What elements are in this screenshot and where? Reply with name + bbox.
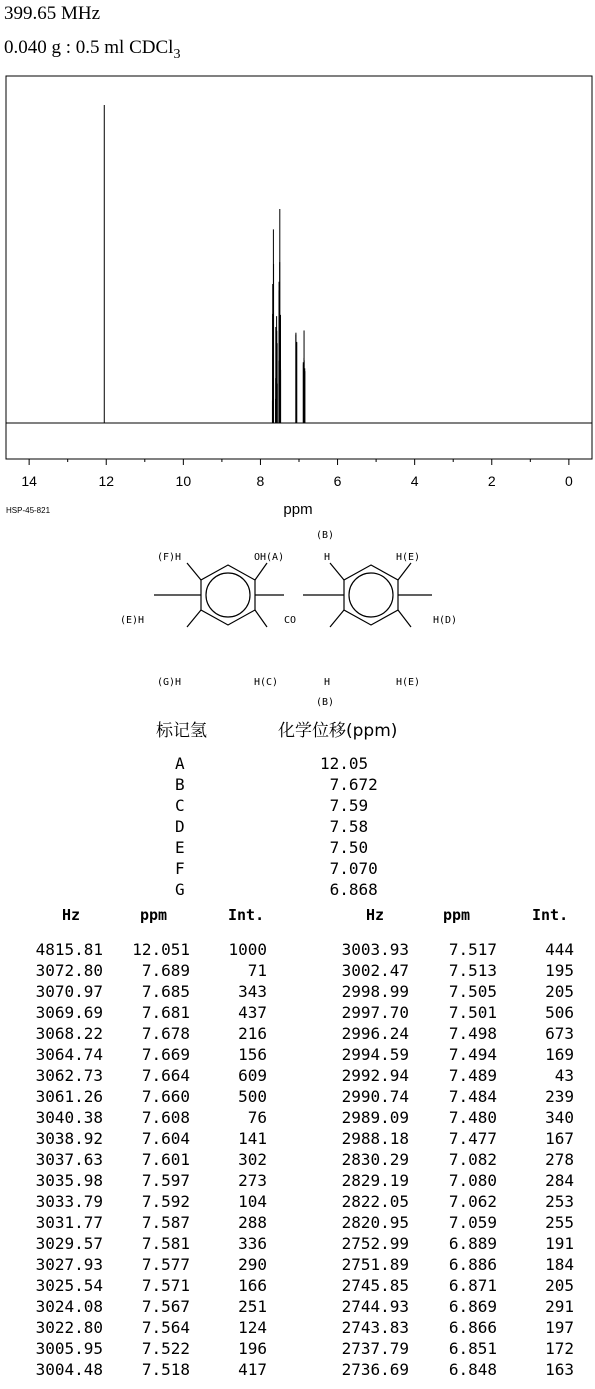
peak-hz-cell: 2989.09 — [341, 1108, 409, 1127]
right-header-int: Int. — [532, 906, 569, 924]
peak-hz-cell: 3025.54 — [35, 1276, 103, 1295]
label-co: CO — [284, 615, 297, 626]
peak-hz-cell: 3038.92 — [35, 1129, 103, 1148]
x-tick-label-12: 12 — [98, 473, 115, 489]
left-benzene-ring — [201, 565, 255, 625]
peak-int-cell: 172 — [545, 1339, 574, 1358]
peak-hz-cell: 2820.95 — [341, 1213, 409, 1232]
peak-int-cell: 673 — [545, 1024, 574, 1043]
label-h-e-bottom: H(E) — [396, 677, 421, 688]
peak-int-cell: 340 — [545, 1108, 574, 1127]
x-axis-ticks — [21, 459, 573, 489]
peak-ppm-cell: 7.669 — [141, 1045, 190, 1064]
peak-ppm-cell: 7.577 — [141, 1255, 190, 1274]
peak-table-row — [0, 1213, 595, 1234]
plot-frame — [6, 76, 592, 459]
peak-table-row — [0, 1360, 595, 1381]
peak-ppm-cell: 6.851 — [448, 1339, 497, 1358]
peak-int-cell: 71 — [247, 961, 267, 980]
peak-ppm-cell: 7.685 — [141, 982, 190, 1001]
peak-table-row — [0, 1108, 595, 1129]
peak-ppm-cell: 6.871 — [448, 1276, 497, 1295]
peak-int-cell: 163 — [545, 1360, 574, 1379]
peak-int-cell: 184 — [545, 1255, 574, 1274]
assignment-row — [0, 754, 369, 775]
peak-int-cell: 253 — [545, 1192, 574, 1211]
peak-table-row — [0, 1255, 595, 1276]
assignment-label: G — [175, 880, 185, 899]
peak-int-cell: 284 — [545, 1171, 574, 1190]
peak-int-cell: 609 — [238, 1066, 267, 1085]
peak-ppm-cell: 7.592 — [141, 1192, 190, 1211]
peak-ppm-cell: 7.664 — [141, 1066, 190, 1085]
peak-hz-cell: 2998.99 — [341, 982, 409, 1001]
peak-table-row — [0, 1297, 595, 1318]
label-h-b-bottom: H — [324, 677, 331, 688]
assignment-shift: 7.59 — [320, 796, 369, 815]
label-e-h: (E)H — [120, 615, 145, 626]
peak-hz-cell: 3002.47 — [341, 961, 409, 980]
peak-int-cell: 104 — [238, 1192, 267, 1211]
label-g-h: (G)H — [157, 677, 182, 688]
peak-hz-cell: 2745.85 — [341, 1276, 409, 1295]
peak-hz-cell: 3037.63 — [35, 1150, 103, 1169]
peak-hz-cell: 3069.69 — [35, 1003, 103, 1022]
peak-hz-cell: 3072.80 — [35, 961, 103, 980]
peak-ppm-cell: 7.601 — [141, 1150, 190, 1169]
x-tick-label-8: 8 — [256, 473, 265, 489]
left-header-ppm: ppm — [140, 906, 168, 924]
x-tick-label-4: 4 — [410, 473, 419, 489]
peak-int-cell: 216 — [238, 1024, 267, 1043]
peak-table-row — [0, 1066, 595, 1087]
assignment-label: D — [175, 817, 185, 836]
peak-ppm-cell: 7.678 — [141, 1024, 190, 1043]
peak-ppm-cell: 7.689 — [141, 961, 190, 980]
sample-subscript: 3 — [173, 46, 181, 62]
peak-int-cell: 506 — [545, 1003, 574, 1022]
peak-ppm-cell: 7.498 — [448, 1024, 497, 1043]
label-b-bottom: (B) — [316, 697, 335, 708]
peak-int-cell: 302 — [238, 1150, 267, 1169]
peak-int-cell: 76 — [247, 1108, 267, 1127]
peak-hz-cell: 3040.38 — [35, 1108, 103, 1127]
peak-ppm-cell: 12.051 — [132, 940, 190, 959]
left-header-hz: Hz — [62, 906, 81, 924]
peak-int-cell: 437 — [238, 1003, 267, 1022]
assignment-shift: 7.070 — [320, 859, 378, 878]
peak-table-row — [0, 1024, 595, 1045]
peak-table-row — [0, 1234, 595, 1255]
peak-int-cell: 500 — [238, 1087, 267, 1106]
peak-hz-cell: 2829.19 — [341, 1171, 409, 1190]
right-header-hz: Hz — [366, 906, 385, 924]
peak-ppm-cell: 7.062 — [448, 1192, 497, 1211]
peak-ppm-cell: 7.608 — [141, 1108, 190, 1127]
peak-ppm-cell: 7.477 — [448, 1129, 497, 1148]
sample-description — [4, 37, 180, 66]
x-tick-label-6: 6 — [333, 473, 342, 489]
x-tick-label-0: 0 — [564, 473, 573, 489]
peak-int-cell: 167 — [545, 1129, 574, 1148]
peak-ppm-cell: 7.564 — [141, 1318, 190, 1337]
label-h-d: H(D) — [433, 615, 458, 626]
peak-hz-cell: 3035.98 — [35, 1171, 103, 1190]
peak-ppm-cell: 7.505 — [448, 982, 497, 1001]
assignment-row — [0, 859, 378, 880]
label-b-top: (B) — [316, 530, 335, 541]
assignment-row — [0, 838, 369, 859]
peak-int-cell: 205 — [545, 1276, 574, 1295]
assignment-label: C — [175, 796, 185, 815]
peak-ppm-cell: 6.866 — [448, 1318, 497, 1337]
peak-hz-cell: 3022.80 — [35, 1318, 103, 1337]
peak-ppm-cell: 7.587 — [141, 1213, 190, 1232]
nmr-spectrum-chart — [0, 70, 595, 520]
x-axis-label: ppm — [283, 501, 313, 518]
assignment-shift: 7.50 — [320, 838, 369, 857]
peak-hz-cell: 2751.89 — [341, 1255, 409, 1274]
peak-hz-cell: 3005.95 — [35, 1339, 103, 1358]
peak-int-cell: 141 — [238, 1129, 267, 1148]
peak-ppm-cell: 7.517 — [448, 940, 497, 959]
peak-table-row — [0, 1276, 595, 1297]
peak-ppm-cell: 7.518 — [141, 1360, 190, 1379]
peak-ppm-cell: 7.571 — [141, 1276, 190, 1295]
assignment-label: A — [175, 754, 185, 773]
peak-hz-cell: 4815.81 — [35, 940, 103, 959]
peak-ppm-cell: 7.681 — [141, 1003, 190, 1022]
peak-table-row — [0, 1045, 595, 1066]
peak-ppm-cell: 7.489 — [448, 1066, 497, 1085]
peak-int-cell: 156 — [238, 1045, 267, 1064]
x-tick-label-10: 10 — [175, 473, 192, 489]
peak-ppm-cell: 7.513 — [448, 961, 497, 980]
peak-int-cell: 444 — [545, 940, 574, 959]
peak-hz-cell: 2994.59 — [341, 1045, 409, 1064]
peak-hz-cell: 2997.70 — [341, 1003, 409, 1022]
peak-int-cell: 251 — [238, 1297, 267, 1316]
peak-hz-cell: 2737.79 — [341, 1339, 409, 1358]
peak-table-row — [0, 1171, 595, 1192]
peak-ppm-cell: 7.567 — [141, 1297, 190, 1316]
peak-ppm-cell: 7.660 — [141, 1087, 190, 1106]
peak-ppm-cell: 6.889 — [448, 1234, 497, 1253]
peak-int-cell: 278 — [545, 1150, 574, 1169]
spectrometer-frequency: 399.65 MHz — [4, 3, 101, 24]
peak-hz-cell: 2822.05 — [341, 1192, 409, 1211]
peak-ppm-cell: 7.480 — [448, 1108, 497, 1127]
peak-int-cell: 43 — [554, 1066, 574, 1085]
peak-hz-cell: 3004.48 — [35, 1360, 103, 1379]
peak-table-row — [0, 1150, 595, 1171]
peak-hz-cell: 3029.57 — [35, 1234, 103, 1253]
peak-int-cell: 196 — [238, 1339, 267, 1358]
assignment-shift: 7.58 — [320, 817, 369, 836]
peak-hz-cell: 3003.93 — [341, 940, 409, 959]
assignment-row — [0, 796, 369, 817]
label-h-c: H(C) — [254, 677, 279, 688]
hsp-code: HSP-45-821 — [6, 506, 51, 515]
peak-int-cell: 273 — [238, 1171, 267, 1190]
x-tick-label-14: 14 — [21, 473, 37, 489]
peak-table-row — [0, 982, 595, 1003]
peak-int-cell: 124 — [238, 1318, 267, 1337]
peak-int-cell: 169 — [545, 1045, 574, 1064]
assignment-row — [0, 880, 378, 901]
assignment-row — [0, 817, 369, 838]
peak-hz-cell: 3031.77 — [35, 1213, 103, 1232]
peak-int-cell: 291 — [545, 1297, 574, 1316]
peak-hz-cell: 3027.93 — [35, 1255, 103, 1274]
peak-table-row — [0, 1318, 595, 1339]
peak-hz-cell: 2996.24 — [341, 1024, 409, 1043]
peak-hz-cell: 2743.83 — [341, 1318, 409, 1337]
peak-hz-cell: 2992.94 — [341, 1066, 409, 1085]
peak-hz-cell: 3062.73 — [35, 1066, 103, 1085]
peak-ppm-cell: 7.494 — [448, 1045, 497, 1064]
peak-hz-cell: 3070.97 — [35, 982, 103, 1001]
label-h-e-top: H(E) — [396, 552, 421, 563]
peak-ppm-cell: 7.080 — [448, 1171, 497, 1190]
peak-ppm-cell: 7.484 — [448, 1087, 497, 1106]
x-tick-label-2: 2 — [487, 473, 496, 489]
peak-int-cell: 255 — [545, 1213, 574, 1232]
peak-hz-cell: 2830.29 — [341, 1150, 409, 1169]
assignment-shift: 6.868 — [320, 880, 378, 899]
peak-int-cell: 195 — [545, 961, 574, 980]
peak-int-cell: 336 — [238, 1234, 267, 1253]
peak-table-row — [0, 1192, 595, 1213]
peak-ppm-cell: 7.597 — [141, 1171, 190, 1190]
assignment-label: E — [175, 838, 185, 857]
peak-ppm-cell: 7.604 — [141, 1129, 190, 1148]
right-header-ppm: ppm — [443, 906, 471, 924]
peak-hz-cell: 2744.93 — [341, 1297, 409, 1316]
peak-int-cell: 166 — [238, 1276, 267, 1295]
peak-ppm-cell: 7.082 — [448, 1150, 497, 1169]
assignment-header-label: 标记氢 — [156, 721, 207, 741]
label-h-b-top: H — [324, 552, 331, 563]
peak-hz-cell: 2736.69 — [341, 1360, 409, 1379]
peak-int-cell: 290 — [238, 1255, 267, 1274]
assignment-header-shift: 化学位移(ppm) — [278, 721, 398, 741]
peak-ppm-cell: 7.059 — [448, 1213, 497, 1232]
peak-hz-cell: 3064.74 — [35, 1045, 103, 1064]
peak-hz-cell: 3024.08 — [35, 1297, 103, 1316]
peak-ppm-cell: 7.581 — [141, 1234, 190, 1253]
label-f-h: (F)H — [157, 552, 182, 563]
peak-ppm-cell: 7.501 — [448, 1003, 497, 1022]
peak-ppm-cell: 6.869 — [448, 1297, 497, 1316]
peak-hz-cell: 3068.22 — [35, 1024, 103, 1043]
peak-ppm-cell: 6.848 — [448, 1360, 497, 1379]
peak-table-row — [0, 1129, 595, 1150]
assignment-label: B — [175, 775, 185, 794]
assignment-label: F — [175, 859, 185, 878]
peak-int-cell: 288 — [238, 1213, 267, 1232]
peak-table-row — [0, 940, 595, 961]
label-oh-a: OH(A) — [254, 552, 285, 563]
peak-ppm-cell: 6.886 — [448, 1255, 497, 1274]
peak-hz-cell: 2990.74 — [341, 1087, 409, 1106]
peak-int-cell: 343 — [238, 982, 267, 1001]
spectrum-peaks — [104, 105, 305, 423]
peak-table-row — [0, 961, 595, 982]
assignment-shift: 12.05 — [320, 754, 369, 773]
peak-int-cell: 191 — [545, 1234, 574, 1253]
peak-table-row — [0, 1087, 595, 1108]
peak-hz-cell: 2752.99 — [341, 1234, 409, 1253]
peak-int-cell: 197 — [545, 1318, 574, 1337]
peak-int-cell: 205 — [545, 982, 574, 1001]
peak-hz-cell: 3061.26 — [35, 1087, 103, 1106]
peak-int-cell: 1000 — [228, 940, 267, 959]
peak-table-row — [0, 1003, 595, 1024]
peak-table-row — [0, 1339, 595, 1360]
left-header-int: Int. — [228, 906, 265, 924]
sample-text: 0.040 g : 0.5 ml CDCl — [4, 37, 174, 58]
right-benzene-ring — [344, 565, 398, 625]
peak-ppm-cell: 7.522 — [141, 1339, 190, 1358]
peak-int-cell: 417 — [238, 1360, 267, 1379]
peak-hz-cell: 2988.18 — [341, 1129, 409, 1148]
chemical-structure — [100, 525, 480, 715]
assignment-row — [0, 775, 378, 796]
peak-int-cell: 239 — [545, 1087, 574, 1106]
peak-hz-cell: 3033.79 — [35, 1192, 103, 1211]
assignment-shift: 7.672 — [320, 775, 378, 794]
